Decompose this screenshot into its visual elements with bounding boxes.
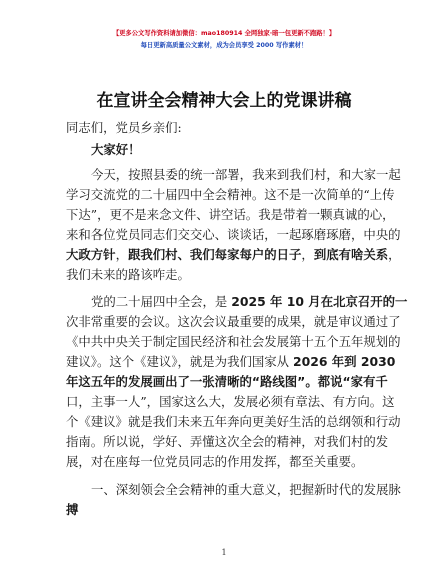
promo-line-2: 每日更新高质量公文素材，成为会员享受 2000 写作素材！ bbox=[140, 42, 308, 49]
document-title: 在宣讲全会精神大会上的党课讲稿 bbox=[96, 91, 352, 111]
salutation: 同志们，党员乡亲们: bbox=[66, 120, 182, 135]
emphasis: 年这五年的发展画出了一张清晰的“路线图”。都说“家有千 bbox=[66, 374, 388, 389]
greeting: 大家好！ bbox=[91, 142, 141, 157]
emphasis: 2025 年 10 月在北京召开的一 bbox=[231, 294, 408, 309]
page-number: 1 bbox=[221, 548, 227, 557]
emphasis: 到底有啥关系 bbox=[313, 247, 389, 262]
emphasis: 大政方针 bbox=[66, 247, 116, 262]
emphasis: 跟我们村、我们每家每户的日子 bbox=[127, 247, 302, 262]
emphasis: 2026 年到 2030 bbox=[292, 354, 396, 369]
promo-line-1: 【更多公文写作资料请加微信：mao180914 全网独家·暗一包更新不跑路！】 bbox=[112, 30, 336, 37]
